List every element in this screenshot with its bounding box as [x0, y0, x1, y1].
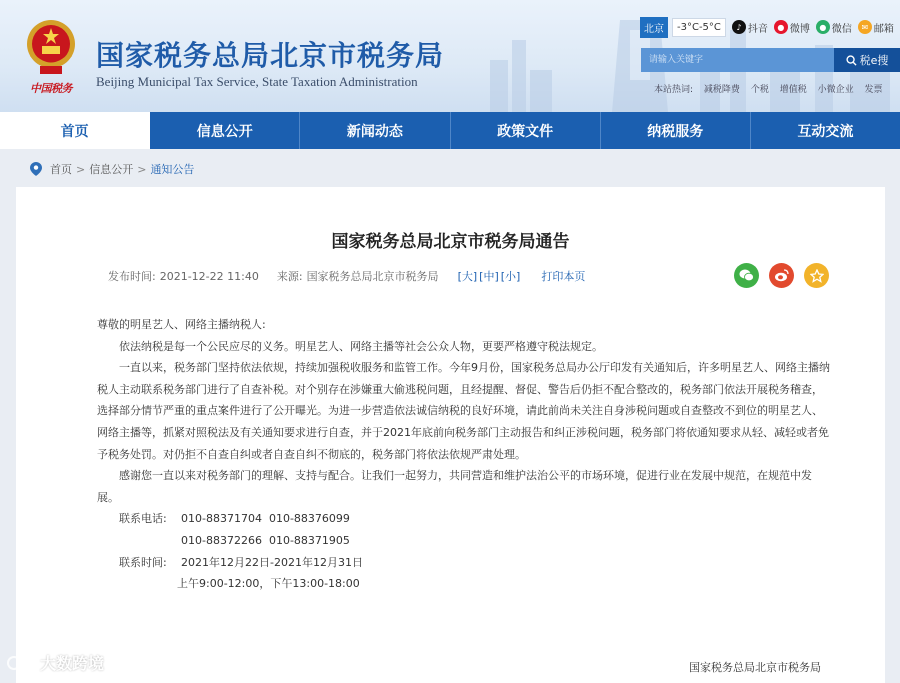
weibo-share-icon[interactable]	[769, 263, 794, 288]
article-meta	[108, 267, 585, 285]
social-wechat[interactable]: ● 微信	[816, 20, 852, 35]
contact-phone-row-2	[97, 530, 832, 552]
social-douyin[interactable]: ♪ 抖音	[732, 20, 768, 35]
breadcrumb-home[interactable]: 首页	[50, 163, 72, 176]
mail-icon: ✉	[858, 20, 872, 34]
site-title[interactable]: 国家税务总局北京市税务局	[96, 39, 445, 72]
favorite-star-icon[interactable]	[804, 263, 829, 288]
watermark-logo-icon	[6, 655, 36, 671]
hot-word[interactable]: 发票	[864, 85, 883, 95]
article-body	[97, 314, 832, 595]
contact-phone-row	[97, 508, 832, 530]
tax-emblem-icon	[22, 16, 80, 78]
share-buttons	[734, 263, 829, 288]
contact-phones: 010-88372266 010-88371905	[181, 533, 350, 547]
breadcrumb-notices[interactable]: 通知公告	[150, 163, 195, 176]
font-size-medium-button[interactable]: [中]	[479, 270, 499, 283]
emblem-caption: 中国税务	[30, 82, 72, 95]
nav-item-policy[interactable]: 政策文件	[451, 112, 601, 149]
nav-item-news[interactable]: 新闻动态	[300, 112, 450, 149]
site-header	[0, 0, 900, 112]
article-paragraph: 感谢您一直以来对税务部门的理解、支持与配合。让我们一起努力，共同营造和维护法治公平的市场环境，促进行业在发展中规范，在规范中发展。	[97, 469, 812, 504]
article-paragraph: 一直以来，税务部门坚持依法依规，持续加强税收服务和监管工作。今年9月份，国家税务总局办公厅印发有关通知后，许多明星艺人、网络主播纳税人主动联系税务部门进行了自查补税。对个别存在涉嫌重大偷逃税问题，且经提醒、督促、警告后仍拒不配合整改的，税务部门依法开展税务稽查，选择部分情节严重的重点案件进行了公开曝光。为进一步营造依法诚信纳税的良好环境，请此前尚未关注自身涉税问题或自查整改不到位的明星艺人、网络主播等，抓紧对照税法及有关通知要求进行自查，并于2021年底前向税务部门主动报告和纠正涉税问题，税务部门将依通知要求从轻、减轻或者免予税务处罚。对仍拒不自查自纠或者自查自纠不彻底的，税务部门将依法依规严肃处理。	[97, 361, 830, 461]
search-bar	[641, 48, 900, 72]
social-weibo[interactable]: ● 微博	[774, 20, 810, 35]
search-icon	[846, 55, 857, 66]
wechat-icon: ●	[816, 20, 830, 34]
nav-item-interaction[interactable]: 互动交流	[797, 123, 854, 140]
contact-dates: 2021年12月22日-2021年12月31日	[181, 555, 363, 569]
contact-time-row	[97, 552, 832, 574]
article-title: 国家税务总局北京市税务局通告	[331, 232, 570, 252]
header-toolbar	[640, 16, 900, 38]
weibo-icon: ●	[774, 20, 788, 34]
contact-time-label: 联系时间:	[119, 555, 167, 569]
hot-word[interactable]: 小微企业	[817, 85, 854, 95]
contact-hours-row	[97, 573, 832, 595]
social-mail[interactable]: ✉ 邮箱	[858, 20, 894, 35]
publish-time: 2021-12-22 11:40	[159, 269, 259, 283]
hot-word[interactable]: 个税	[750, 85, 769, 95]
breadcrumb-info-disclosure[interactable]: 信息公开	[89, 163, 134, 176]
hot-words	[654, 82, 900, 95]
main-nav	[0, 112, 900, 149]
site-subtitle: Beijing Municipal Tax Service, State Taxation Administration	[96, 74, 418, 89]
font-size-small-button[interactable]: [小]	[500, 270, 521, 283]
douyin-icon: ♪	[732, 20, 746, 34]
source-label: 来源:	[276, 270, 303, 283]
watermark: 大数跨境	[6, 651, 104, 674]
search-input[interactable]	[641, 48, 834, 72]
hot-word[interactable]: 减税降费	[703, 85, 740, 95]
contact-phones: 010-88371704 010-88376099	[181, 512, 350, 526]
article-card	[16, 187, 885, 683]
location-pin-icon	[30, 162, 42, 176]
breadcrumb-separator: >	[137, 162, 147, 176]
contact-hours: 上午9:00-12:00，下午13:00-18:00	[177, 577, 360, 591]
salutation: 尊敬的明星艺人、网络主播纳税人:	[97, 318, 266, 331]
publish-label: 发布时间:	[108, 270, 156, 283]
article-signature: 国家税务总局北京市税务局	[689, 661, 821, 674]
weather-display: -3°C-5°C	[672, 18, 726, 37]
wechat-share-icon[interactable]	[734, 263, 759, 288]
hot-word[interactable]: 增值税	[779, 85, 807, 95]
hot-words-label: 本站热词:	[654, 85, 694, 95]
city-selector[interactable]: 北京	[640, 17, 668, 38]
print-button[interactable]: 打印本页	[541, 270, 586, 283]
nav-item-tax-service[interactable]: 纳税服务	[601, 112, 751, 149]
font-size-large-button[interactable]: [大]	[457, 270, 478, 283]
breadcrumb	[30, 158, 194, 180]
article-paragraph: 依法纳税是每一个公民应尽的义务。明星艺人、网络主播等社会公众人物，更要严格遵守税法规定。	[119, 339, 603, 353]
contact-phone-label: 联系电话:	[119, 512, 167, 526]
nav-item-home[interactable]: 首页	[0, 112, 150, 149]
breadcrumb-separator: >	[76, 162, 86, 176]
nav-item-info-disclosure[interactable]: 信息公开	[150, 112, 300, 149]
source-value: 国家税务总局北京市税务局	[306, 270, 439, 283]
search-button[interactable]	[834, 48, 900, 72]
search-button-label: 税e搜	[859, 54, 889, 67]
